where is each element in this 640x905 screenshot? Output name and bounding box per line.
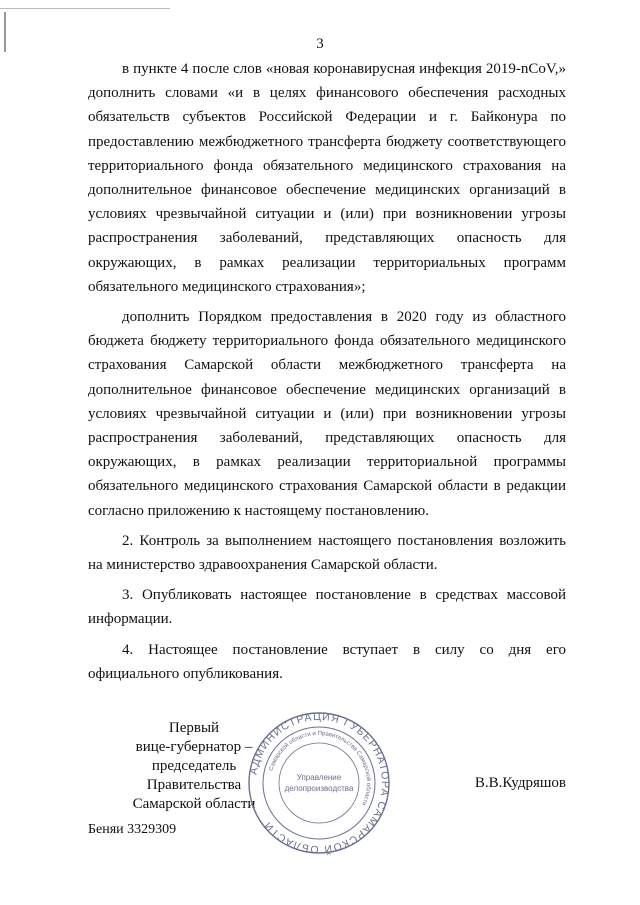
seal-inner-text: Самарской области и Правительства Самарской области bbox=[268, 730, 372, 807]
paragraph-effective-date: 4. Настоящее постановление вступает в силу со дня его официального опубликования. bbox=[88, 641, 566, 682]
position-line: Самарской области bbox=[132, 796, 256, 812]
position-line: председатель Правительства bbox=[146, 758, 242, 793]
paragraph-amendment-point-4: в пункте 4 после слов «новая коронавирусная инфекция 2019-nCoV,» дополнить словами «и в целях финансового обеспечения расходных обязательств субъектов Российской Федерации и г. Байконура по предоставлению межбюджетного трансферта бюджету соответствующего территориального фонда обязательного медицинского страхования на дополнительное финансовое обеспечение медицинских организаций в условиях чрезвычайной ситуации и (или) при возникновении угрозы распространения заболеваний, представляющих опасность для окружающих, в рамках реализации территориальных программ обязательного медицинского страхования»; bbox=[88, 61, 566, 295]
performer-info: Беняи 3329309 bbox=[88, 822, 177, 837]
official-seal bbox=[246, 710, 392, 856]
page-number: 3 bbox=[316, 36, 324, 52]
document-body bbox=[88, 57, 566, 686]
scan-edge-top bbox=[0, 8, 170, 9]
signatory-name: В.В.Кудряшов bbox=[474, 775, 566, 791]
position-line: Первый bbox=[168, 720, 220, 736]
seal-center-line-2: делопроизводства bbox=[284, 784, 354, 793]
paragraph-publish: 3. Опубликовать настоящее постановление в средствах массовой информации. bbox=[88, 587, 566, 628]
paragraph-add-procedure: дополнить Порядком предоставления в 2020 году из областного бюджета бюджету территориального фонда обязательного медицинского страхования Самарской области межбюджетного трансферта на дополнительное финансовое обеспечение медицинских организаций в условиях чрезвычайной ситуации и (или) при возникновении угрозы распространения заболеваний, представляющих опасность для окружающих, в рамках реализации территориальной программы обязательного медицинского страхования Самарской области в редакции согласно приложению к настоящему постановлению. bbox=[88, 309, 566, 519]
position-line: вице-губернатор – bbox=[135, 739, 253, 755]
paragraph-control: 2. Контроль за выполнением настоящего постановления возложить на министерство здравоохранения Самарской области. bbox=[88, 532, 566, 574]
seal-outer-text: АДМИНИСТРАЦИЯ ГУБЕРНАТОРА САМАРСКОЙ ОБЛАСТИ bbox=[247, 710, 392, 856]
seal-center-line-1: Управление bbox=[296, 773, 342, 782]
